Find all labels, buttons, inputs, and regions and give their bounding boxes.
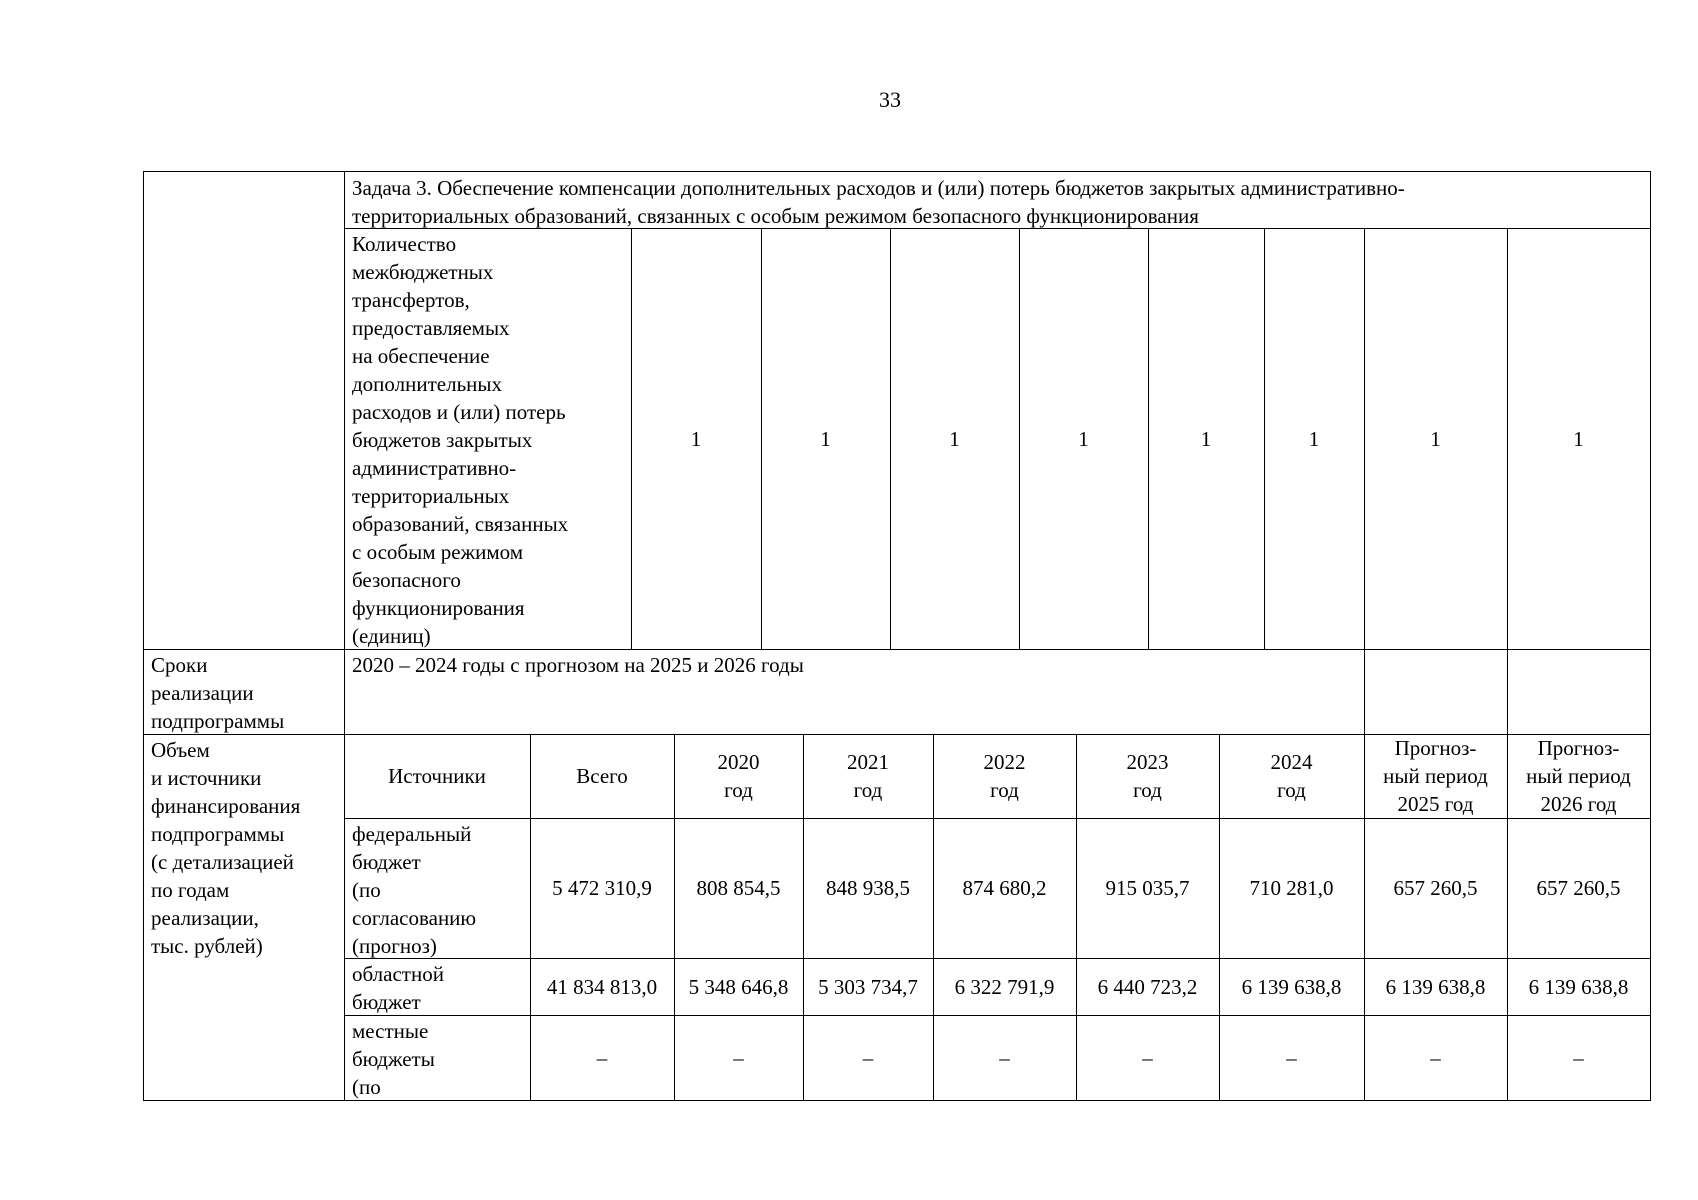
indicator-name-line: на обеспечение: [352, 344, 490, 368]
terms-col-divider: [1507, 649, 1508, 734]
indicator-name-line: трансфертов,: [352, 288, 470, 312]
cell-value: –: [999, 1045, 1010, 1070]
indicator-name-line: дополнительных: [352, 372, 503, 396]
indicator-name-line: предоставляемых: [352, 316, 510, 340]
terms-label-line: реализации: [151, 681, 254, 705]
funding-label-line: финансирования: [151, 794, 301, 818]
source-line: бюджет: [352, 990, 421, 1014]
cell-value: 5 348 646,8: [688, 974, 789, 999]
cell-value: 6 139 638,8: [1528, 974, 1629, 999]
indicator-name-line: межбюджетных: [352, 260, 494, 284]
label-column-divider: [344, 171, 345, 1101]
indicator-name-line: (единиц): [352, 624, 431, 648]
header-total: Всего: [576, 764, 628, 788]
cell-value: 5 472 310,9: [552, 876, 652, 900]
cell-value: –: [596, 1045, 608, 1070]
source-line: согласованию: [352, 906, 477, 930]
indicator-name-line: территориальных: [352, 484, 510, 508]
indicator-name-line: безопасного: [352, 568, 461, 592]
cell-value: 874 680,2: [962, 876, 1047, 900]
funding-label-line: Объем: [151, 738, 210, 762]
source-line: федеральный: [352, 822, 472, 846]
cell-value: 657 260,5: [1536, 876, 1621, 900]
source-line: бюджеты: [352, 1047, 435, 1071]
source-line: (по: [352, 878, 381, 902]
indicator-value: 1: [949, 426, 960, 451]
cell-value: –: [1430, 1045, 1441, 1070]
source-line: областной: [352, 962, 444, 986]
terms-col-divider: [1364, 649, 1365, 734]
cell-value: 5 303 734,7: [818, 974, 918, 999]
source-line: (прогноз): [352, 934, 437, 958]
header-2023: 2023 год: [1126, 750, 1169, 802]
header-2024: 2024 год: [1270, 750, 1313, 802]
header-2022: 2022 год: [983, 750, 1026, 802]
indicator-name-line: административно-: [352, 456, 517, 480]
page-number: 33: [879, 87, 901, 112]
cell-value: –: [862, 1045, 874, 1070]
source-line: бюджет: [352, 850, 421, 874]
header-forecast-2025: Прогноз- ный период 2025 год: [1383, 736, 1488, 816]
source-line: местные: [352, 1019, 429, 1043]
indicator-value: 1: [1078, 426, 1089, 451]
source-line: (по: [352, 1075, 381, 1099]
cell-value: 808 854,5: [696, 876, 781, 900]
indicator-value: 1: [820, 426, 831, 451]
funding-label-line: (с детализацией: [151, 850, 294, 874]
header-2020: 2020 год: [717, 750, 760, 802]
header-2021: 2021 год: [847, 750, 889, 802]
task-title-line: Задача 3. Обеспечение компенсации дополнительных расходов и (или) потерь бюджетов закрытых административно-: [352, 176, 1405, 200]
indicator-value: 1: [690, 426, 702, 451]
indicator-name-line: образований, связанных: [352, 512, 569, 536]
indicator-value: 1: [1573, 426, 1584, 451]
cell-value: 848 938,5: [826, 876, 910, 900]
terms-label-line: Сроки: [151, 653, 208, 677]
indicator-value: 1: [1200, 426, 1212, 451]
header-sources: Источники: [388, 764, 486, 788]
cell-value: 6 139 638,8: [1241, 974, 1342, 999]
indicator-value: 1: [1308, 426, 1320, 451]
cell-value: –: [1286, 1045, 1297, 1070]
indicator-name-line: с особым режимом: [352, 540, 523, 564]
indicator-name-line: Количество: [352, 232, 457, 256]
header-forecast-2026: Прогноз- ный период 2026 год: [1526, 736, 1631, 816]
cell-value: 710 281,0: [1249, 876, 1334, 900]
indicator-name-line: функционирования: [352, 596, 525, 620]
funding-label-line: по годам: [151, 878, 230, 902]
cell-value: 6 440 723,2: [1097, 974, 1198, 999]
cell-value: 6 139 638,8: [1385, 974, 1486, 999]
cell-value: 915 035,7: [1105, 876, 1190, 900]
table-border-top: [143, 171, 1651, 172]
cell-value: –: [1573, 1045, 1584, 1070]
task-title-line: территориальных образований, связанных с особым режимом безопасного функционирования: [352, 204, 1199, 228]
table-border-left: [143, 171, 144, 1101]
cell-value: 657 260,5: [1393, 876, 1478, 900]
indicator-name-line: бюджетов закрытых: [352, 428, 533, 452]
indicator-value: 1: [1430, 426, 1441, 451]
cell-value: –: [1142, 1045, 1153, 1070]
funding-label-line: тыс. рублей): [151, 934, 263, 958]
table-border-right: [1650, 171, 1651, 1101]
indicator-name-line: расходов и (или) потерь: [352, 400, 566, 424]
cell-value: –: [733, 1045, 744, 1070]
terms-value: 2020 – 2024 годы с прогнозом на 2025 и 2026 годы: [352, 653, 804, 677]
funding-label-line: подпрограммы: [151, 822, 285, 846]
cell-value: 6 322 791,9: [954, 974, 1055, 999]
funding-label-line: и источники: [151, 766, 262, 790]
terms-label-line: подпрограммы: [151, 709, 285, 733]
funding-label-line: реализации,: [151, 906, 259, 930]
cell-value: 41 834 813,0: [546, 974, 658, 999]
